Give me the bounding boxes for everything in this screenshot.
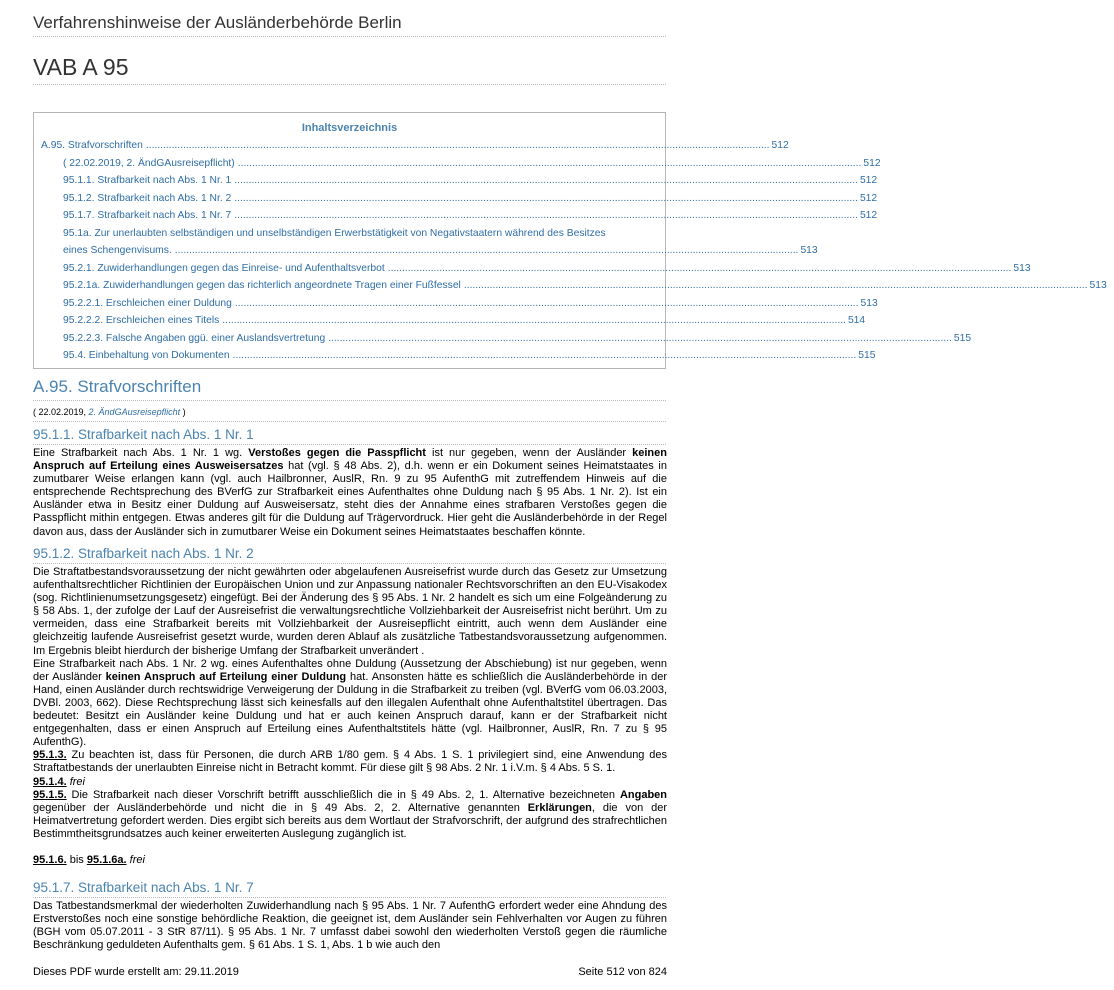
meta-divider [33, 421, 666, 422]
subsection-divider [33, 444, 666, 445]
toc-entry-label: ( 22.02.2019, 2. ÄndGAusreisepflicht) [63, 157, 235, 169]
toc-entry-label: 95.2.2.2. Erschleichen eines Titels [63, 315, 220, 326]
paragraph-95-1-2 [33, 566, 667, 841]
toc-entry-95-1a[interactable] [34, 242, 818, 260]
toc-leader: .......................................................................................................................................................................................................................... [232, 350, 857, 361]
paragraph-95-1-6 [33, 854, 667, 867]
toc-entry-date[interactable] [34, 155, 881, 173]
paragraph-95-1-1 [33, 447, 667, 539]
toc-leader: .......................................................................................................................................................................................................................... [237, 157, 862, 169]
text-run: frei [126, 854, 145, 866]
meta-prefix: ( 22.02.2019, [33, 407, 89, 417]
footer-page-number: Seite 512 von 824 [578, 966, 667, 978]
bold-run: keinen Anspruch auf Erteilung einer Duldung [105, 670, 347, 683]
text-run: hat (vgl. § 48 Abs. 2), d.h. wenn er ein Dokument seines Heimatstaates in zumutbarer Weise erlangen kann (vgl. auch Hailbronner, AuslR, Rn. 9 zu 95 AufenthG mit zutreffendem Hinweis auf die entsprechende Rechtsprechung des BVerfG zur Strafbarkeit eines Aufenthaltes ohne Duldung nach § 95 Abs. 1 Nr. 2). Ist ein Ausländer etwa in Besitz einer Duldung auf Ausweisersatz, steht dies der Annahme eines strafbaren Verstoßes gegen die Passpflicht mithin entgegen. Etwas anderes gilt für die Duldung auf Trägervordruck. Hier geht die Ausländerbehörde in der Regel davon aus, dass der Ausländer sich in zumutbarer Weise ein Dokument seines Heimatstaates beschaffen könnte. [33, 460, 667, 538]
table-of-contents [33, 112, 1107, 369]
toc-leader: .......................................................................................................................................................................................................................... [387, 262, 1012, 274]
text-run: ist nur gegeben, wenn der Ausländer [425, 447, 633, 459]
toc-entry-page: 513 [1089, 280, 1107, 291]
toc-entry-95-2-2-3[interactable] [34, 330, 972, 348]
toc-entry-label: 95.2.2.1. Erschleichen einer Duldung [63, 297, 232, 309]
toc-entry-page: 514 [847, 315, 866, 326]
text-run: Das Tatbestandsmerkmal der wiederholten Zuwiderhandlung nach § 95 Abs. 1 Nr. 7 AufenthG erfordert weder eine Ahndung des Erstverstoßes noch eine sonstige behördliche Reaktion, die geeignet ist, dem Ausländer sein Fehlverhalten vor Augen zu führen (BGH vom 05.07.2011 - 3 StR 87/11). § 95 Abs. 1 Nr. 7 umfasst dabei sowohl den wiederholten Verstoß gegen die räumliche Beschränkung geduldeten Aufenthalts gem. § 61 Abs. 1 S. 1, Abs. 1 b wie auch den [33, 900, 667, 952]
paragraph-number: 95.1.6. [33, 854, 67, 866]
text-run: bis [66, 854, 87, 866]
paragraph-number: 95.1.6a. [86, 854, 127, 866]
toc-leader: .......................................................................................................................................................................................................................... [174, 245, 799, 256]
bold-run: Verstoßes gegen die Passpflicht [248, 447, 426, 459]
bold-run: Erklärungen [527, 801, 592, 814]
text-run: Zu beachten ist, dass für Personen, die durch ARB 1/80 gem. § 4 Abs. 1 S. 1 privilegiert sind, eine Anwendung des Straftatbestands der unerlaubten Einreise nicht in Betracht kommt. Für diese gilt § 98 Abs. 2 Nr. 1 i.V.m. § 4 Abs. 5 S. 1. [33, 749, 667, 775]
subsection-title-95-1-7: 95.1.7. Strafbarkeit nach Abs. 1 Nr. 7 [33, 880, 254, 895]
toc-leader: .......................................................................................................................................................................................................................... [145, 140, 770, 151]
text-run: frei [66, 775, 85, 788]
subsection-title-95-1-1: 95.1.1. Strafbarkeit nach Abs. 1 Nr. 1 [33, 427, 254, 442]
toc-entry-95-1-7[interactable] [34, 207, 878, 225]
toc-entry-page: 512 [859, 175, 878, 186]
text-run: Die Straftatbestandsvoraussetzung der nicht gewährten oder abgelaufenen Ausreisefrist wurde durch das Gesetz zur Umsetzung aufenthaltsrechtlicher Richtlinien der Europäischen Union und zur Anpassung nationaler Rechtsvorschriften an den EU-Visakodex (sog. Richtlinienumsetzungsgesetz) eingefügt. Bei der Änderung des § 95 Abs. 1 Nr. 2 handelt es sich um eine Folgeänderung zu § 58 Abs. 1, der zufolge der Lauf der Ausreisefrist die verwaltungsrechtliche Vollziehbarkeit der Ausreisefrist nicht berührt. Um zu vermeiden, dass eine Strafbarkeit bereits mit Vollziehbarkeit der Ausreisepflicht eintritt, auch wenn dem Ausländer eine gleichzeitig laufende Ausreisefrist gesetzt wurde, wurden deren Ablauf als zusätzliche Tatbestandsvoraussetzung aufgenommen. Im Ergebnis bleibt hierdurch der bisherige Umfang der Strafbarkeit unverändert . [33, 566, 667, 657]
toc-entry-strafvorschriften[interactable] [34, 137, 789, 155]
text-run: Eine Strafbarkeit nach Abs. 1 Nr. 2 wg. eines Aufenthaltes ohne Duldung (Aussetzung der Abschiebung) ist nur gegeben, wenn der Ausländer [33, 657, 667, 683]
toc-entry-label: 95.1.1. Strafbarkeit nach Abs. 1 Nr. 1 [63, 175, 232, 186]
text-run: gegenüber der Ausländerbehörde und nicht die in § 49 Abs. 2, 2. Alternative genannten [33, 801, 528, 814]
toc-entry-95-4[interactable] [34, 347, 876, 365]
bold-run: keinen Anspruch auf Erteilung eines Ausweisersatzes [33, 447, 667, 473]
subsection-divider [33, 563, 666, 564]
text-run: Die Strafbarkeit nach dieser Vorschrift betrifft ausschließlich die in § 49 Abs. 2, 1. Alternative bezeichneten [66, 788, 620, 801]
paragraph-number: 95.1.3. [33, 749, 67, 762]
text-run: hat. Ansonsten hätte es schließlich die Ausländerbehörde in der Hand, einen Ausländer durch rechtswidrige Verweigerung der Duldung in die Strafbarkeit zu treiben (vgl. BVerfG vom 06.03.2003, DVBl. 2003, 662). Diese Rechtsprechung lässt sich keinesfalls auf den illegalen Aufenthalt ohne Aufenthaltstitel übertragen. Das bedeutet: Besitzt ein Ausländer keine Duldung und hat er auch keinen Anspruch darauf, kann er der Strafbarkeit nicht entgegenhalten, dass er einen Anspruch auf Erteilung eines Aufenthaltstitels hätte (vgl. Hailbronner, AuslR, Rn. 7 zu § 95 AufenthG). [33, 670, 668, 749]
toc-entry-95-1-1[interactable] [34, 172, 878, 190]
subsection-divider [33, 897, 666, 898]
bold-run: Angaben [619, 788, 667, 801]
amendment-link[interactable]: 2. ÄndGAusreisepflicht [88, 407, 181, 417]
toc-leader: .......................................................................................................................................................................................................................... [234, 192, 858, 204]
toc-heading: Inhaltsverzeichnis [301, 122, 398, 134]
text-run: , die von der Heimatvertretung gefordert werden. Dies ergibt sich bereits aus dem Wortlaut der Strafvorschrift, der aufgrund des strafrechtlichen Bestimmtheitsgrundsatzes auch keiner erweiterten Auslegung zugänglich ist. [33, 801, 667, 840]
toc-leader: .......................................................................................................................................................................................................................... [328, 332, 952, 344]
toc-entry-95-1a-line1[interactable] [34, 225, 665, 243]
toc-entry-95-2-1a[interactable] [34, 277, 1107, 295]
toc-entry-label: 95.2.2.3. Falsche Angaben ggü. einer Auslandsvertretung [63, 332, 326, 344]
toc-entry-page: 515 [953, 332, 972, 344]
toc-entry-label: eines Schengenvisums. [63, 245, 172, 256]
paragraph-number: 95.1.4. [33, 775, 67, 788]
toc-entry-label: 95.4. Einbehaltung von Dokumenten [63, 350, 230, 361]
toc-entry-page: 512 [863, 157, 881, 169]
toc-entry-95-1-2[interactable] [34, 190, 878, 208]
toc-entry-page: 513 [1013, 262, 1031, 274]
meta-suffix: ) [180, 407, 186, 417]
toc-leader: .......................................................................................................................................................................................................................... [222, 315, 846, 326]
paragraph-95-1-7 [33, 900, 667, 952]
header-divider [33, 36, 666, 37]
toc-leader: .......................................................................................................................................................................................................................... [463, 280, 1088, 291]
paragraph-number: 95.1.5. [33, 788, 67, 801]
toc-entry-page: 513 [800, 245, 818, 256]
toc-entry-label: 95.1.2. Strafbarkeit nach Abs. 1 Nr. 2 [63, 192, 232, 204]
section-divider [33, 400, 666, 401]
toc-entry-page: 515 [858, 350, 876, 361]
toc-entry-page: 512 [859, 210, 878, 221]
section-title: A.95. Strafvorschriften [33, 377, 202, 396]
toc-entry-page: 512 [771, 140, 789, 151]
text-run: Eine Strafbarkeit nach Abs. 1 Nr. 1 wg. [33, 447, 249, 459]
toc-entry-label: 95.1.7. Strafbarkeit nach Abs. 1 Nr. 7 [63, 210, 232, 221]
document-header-title: Verfahrenshinweise der Ausländerbehörde Berlin [33, 13, 402, 32]
toc-entry-label: 95.1a. Zur unerlaubten selbständigen und unselbständigen Erwerbstätigkeit von Negativstaatern während des Besitzes [63, 227, 606, 239]
toc-leader: .......................................................................................................................................................................................................................... [234, 297, 859, 309]
page-title: VAB A 95 [33, 54, 129, 80]
toc-entry-page: 512 [859, 192, 878, 204]
toc-leader: .......................................................................................................................................................................................................................... [234, 210, 858, 221]
subsection-title-95-1-2: 95.1.2. Strafbarkeit nach Abs. 1 Nr. 2 [33, 546, 254, 561]
toc-entry-95-2-2-2[interactable] [34, 312, 866, 330]
title-divider [33, 84, 666, 85]
toc-leader: .......................................................................................................................................................................................................................... [234, 175, 858, 186]
toc-entry-page: 513 [860, 297, 878, 309]
toc-entry-95-2-1[interactable] [34, 260, 1031, 278]
toc-entry-label: A.95. Strafvorschriften [41, 140, 143, 151]
footer-created-date: Dieses PDF wurde erstellt am: 29.11.2019 [33, 966, 239, 978]
toc-entry-label: 95.2.1. Zuwiderhandlungen gegen das Einreise- und Aufenthaltsverbot [63, 262, 385, 274]
toc-entry-label: 95.2.1a. Zuwiderhandlungen gegen das richterlich angeordnete Tragen einer Fußfessel [63, 280, 461, 291]
toc-entry-95-2-2-1[interactable] [34, 295, 878, 313]
section-meta [33, 407, 186, 417]
